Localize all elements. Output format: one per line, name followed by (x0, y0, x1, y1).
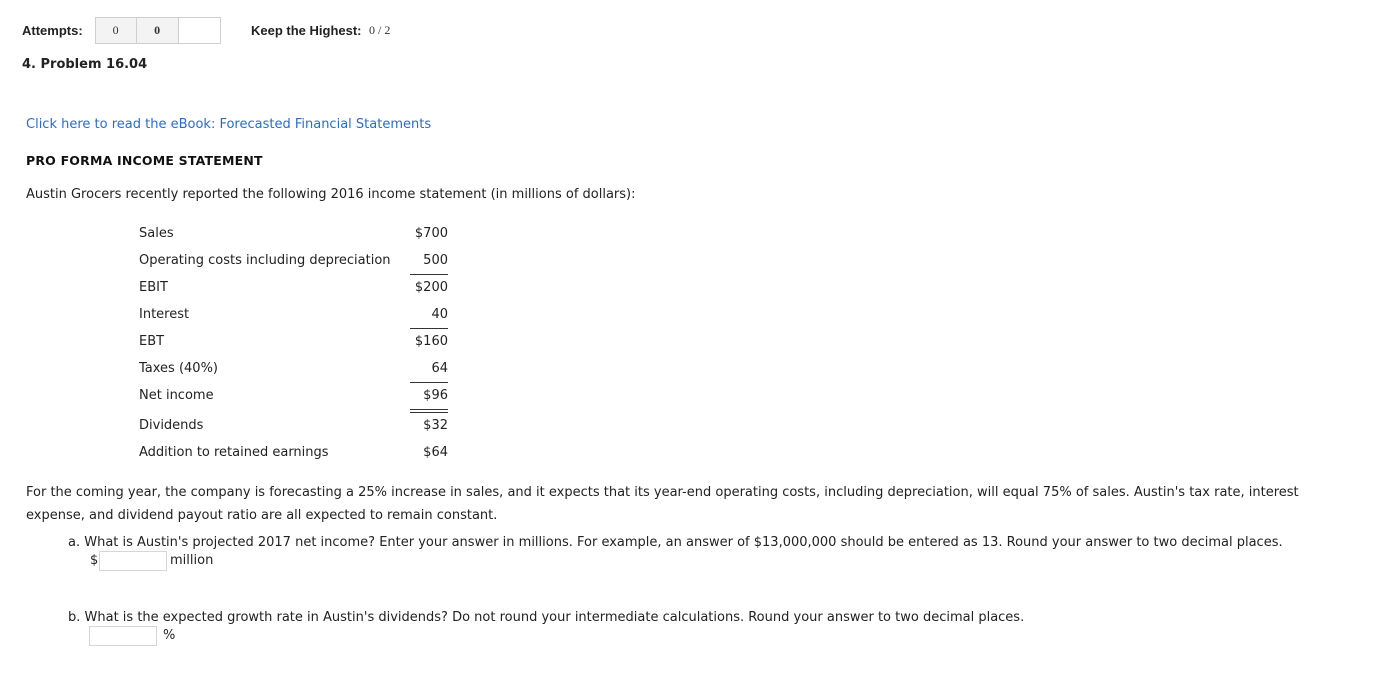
statement-value: $200 (414, 280, 448, 295)
attempt-count-box: 0 (95, 17, 137, 44)
statement-value: $160 (414, 334, 448, 349)
underline-rule (410, 274, 448, 275)
statement-value: $64 (423, 445, 448, 460)
question-a (68, 535, 1283, 573)
statement-label: Net income (139, 388, 214, 403)
statement-row-ebit (139, 276, 449, 303)
forecast-paragraph: For the coming year, the company is forecasting a 25% increase in sales, and it expects that its year-end operating costs, including depreciation, will equal 75% of sales. Austin's tax rate, interest expense, and dividend payout ratio are all expected to remain constant. (26, 485, 1299, 523)
keep-highest-label: Keep the Highest: (251, 23, 362, 38)
statement-row-retained-earnings (139, 441, 449, 468)
statement-row-interest (139, 303, 449, 330)
statement-label: Interest (139, 307, 190, 322)
statement-value: $32 (423, 418, 448, 433)
income-statement-table (139, 222, 449, 468)
statement-value: 500 (423, 253, 448, 268)
dollar-prefix: $ (90, 553, 99, 568)
statement-label: Sales (139, 226, 174, 241)
statement-row-taxes (139, 357, 449, 384)
ebook-link[interactable]: Click here to read the eBook: Forecasted Financial Statements (26, 117, 432, 132)
attempts-label: Attempts: (22, 23, 83, 38)
answer-a-row (68, 551, 1283, 573)
attempts-boxes (95, 17, 221, 44)
statement-row-net-income (139, 384, 449, 411)
attempts-row (22, 17, 221, 44)
statement-value: 40 (431, 307, 448, 322)
answer-b-row (68, 626, 1024, 648)
statement-row-ebt (139, 330, 449, 357)
statement-label: Taxes (40%) (139, 361, 218, 376)
statement-row-dividends (139, 414, 449, 441)
statement-label: Dividends (139, 418, 204, 433)
question-b (68, 610, 1024, 648)
statement-row-sales (139, 222, 449, 249)
percent-unit-label: % (163, 628, 176, 643)
question-a-text: a. What is Austin's projected 2017 net income? Enter your answer in millions. For example, an answer of $13,000,000 should be entered as 13. Round your answer to two decimal places. (68, 535, 1283, 550)
dividend-growth-input[interactable] (89, 626, 157, 646)
attempt-count-box (179, 17, 221, 44)
statement-label: EBIT (139, 280, 168, 295)
statement-value: $96 (423, 388, 448, 403)
attempt-count-box: 0 (137, 17, 179, 44)
statement-value: $700 (414, 226, 448, 241)
question-b-text: b. What is the expected growth rate in Austin's dividends? Do not round your intermediate calculations. Round your answer to two decimal places. (68, 610, 1025, 625)
statement-row-operating-costs (139, 249, 449, 276)
million-unit-label: million (170, 553, 214, 568)
problem-title: 4. Problem 16.04 (22, 57, 148, 72)
double-underline-rule (410, 412, 448, 413)
intro-text: Austin Grocers recently reported the following 2016 income statement (in millions of dollars): (26, 187, 636, 202)
statement-label: Addition to retained earnings (139, 445, 329, 460)
double-underline-rule (410, 409, 448, 410)
section-heading: PRO FORMA INCOME STATEMENT (26, 153, 263, 168)
underline-rule (410, 328, 448, 329)
keep-highest-value: 0 / 2 (369, 23, 391, 37)
statement-label: Operating costs including depreciation (139, 253, 391, 268)
net-income-input[interactable] (99, 551, 167, 571)
underline-rule (410, 382, 448, 383)
statement-label: EBT (139, 334, 165, 349)
statement-value: 64 (431, 361, 448, 376)
